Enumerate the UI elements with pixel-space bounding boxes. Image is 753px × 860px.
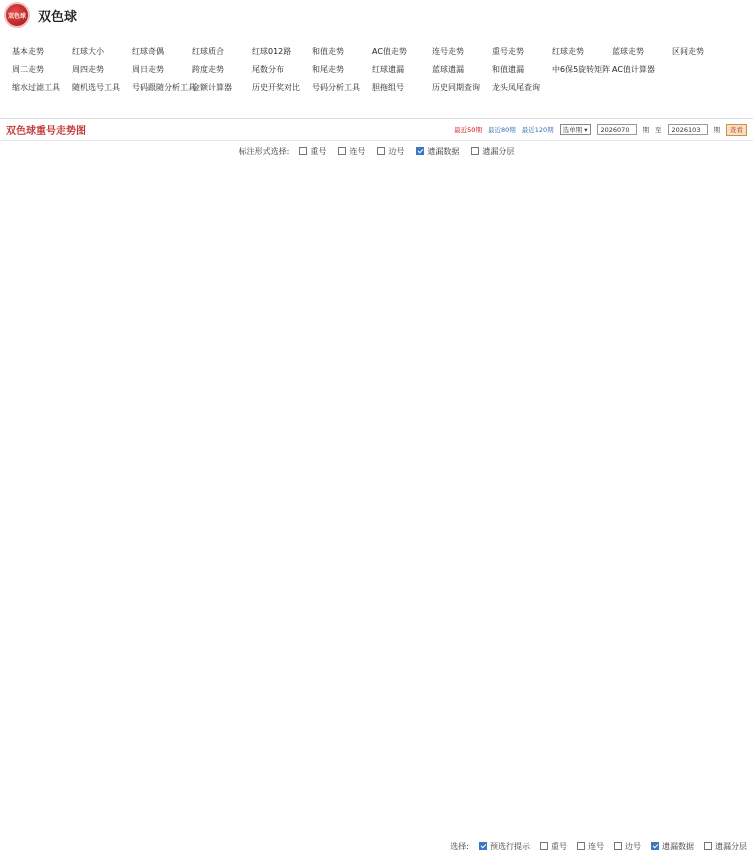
checkbox-icon[interactable] — [416, 147, 424, 155]
option-list — [299, 146, 514, 157]
option-item[interactable] — [479, 841, 530, 852]
nav-link[interactable]: 和尾走势 — [312, 64, 344, 74]
lottery-logo: 双色球 — [4, 2, 30, 28]
nav-link[interactable]: 区间走势 — [672, 46, 704, 56]
option-label: 预选行提示 — [490, 841, 530, 851]
nav-link[interactable]: AC值计算器 — [612, 64, 655, 74]
nav-link[interactable]: 红球走势 — [552, 46, 584, 56]
nav-link[interactable]: 蓝球走势 — [612, 46, 644, 56]
nav-link[interactable]: 周二走势 — [12, 64, 44, 74]
option-item[interactable] — [471, 146, 514, 157]
nav-row-1 — [0, 42, 753, 60]
option-item[interactable] — [299, 146, 326, 157]
nav-link[interactable]: AC值走势 — [372, 46, 407, 56]
option-label: 遗漏分层 — [715, 841, 747, 851]
nav-link[interactable]: 周日走势 — [132, 64, 164, 74]
panel-header — [0, 119, 753, 141]
nav-link[interactable]: 和值遗漏 — [492, 64, 524, 74]
checkbox-icon[interactable] — [471, 147, 479, 155]
nav-link[interactable]: 跨度走势 — [192, 64, 224, 74]
nav-link[interactable]: 红球012路 — [252, 46, 292, 56]
checkbox-icon[interactable] — [577, 842, 585, 850]
period-select[interactable]: 选单期 ▾ — [560, 124, 591, 135]
checkbox-icon[interactable] — [651, 842, 659, 850]
footer-options: 选择: 预选行提示 重号 连号 边号 遗漏数据 遗漏分层 — [450, 841, 747, 851]
option-label: 边号 — [388, 146, 405, 156]
checkbox-icon[interactable] — [377, 147, 385, 155]
nav-link[interactable]: 红球大小 — [72, 46, 104, 56]
top-bar — [0, 0, 753, 30]
checkbox-icon[interactable] — [614, 842, 622, 850]
nav-link[interactable]: 号码分析工具 — [312, 82, 360, 92]
period-controls: 最近50期 最近80期 最近120期 选单期 ▾ 2026070 期 至 2026103 期 查看 — [454, 124, 747, 136]
option-item[interactable] — [614, 841, 641, 852]
to-period-input[interactable]: 2026103 — [668, 124, 708, 135]
nav-link[interactable]: 号码跟随分析工具 — [132, 82, 196, 92]
from-period-input[interactable]: 2026070 — [597, 124, 637, 135]
checkbox-icon[interactable] — [540, 842, 548, 850]
option-item[interactable] — [338, 146, 365, 157]
recent-50-link[interactable]: 最近50期 — [454, 126, 482, 134]
option-label: 连号 — [588, 841, 604, 851]
panel-title: 双色球重号走势图 — [6, 126, 86, 137]
nav-link[interactable]: 龙头凤尾查询 — [492, 82, 540, 92]
nav-link[interactable]: 随机选号工具 — [72, 82, 120, 92]
nav-row-2 — [0, 60, 753, 78]
option-item[interactable] — [577, 841, 604, 852]
nav-link[interactable]: 连号走势 — [432, 46, 464, 56]
footer-option-list — [479, 841, 747, 852]
option-item[interactable] — [416, 146, 459, 157]
nav-link[interactable]: 历史开奖对比 — [252, 82, 300, 92]
recent-120-link[interactable]: 最近120期 — [521, 126, 554, 134]
option-item[interactable] — [540, 841, 567, 852]
option-label: 遗漏分层 — [482, 146, 515, 156]
option-label: 重号 — [551, 841, 567, 851]
nav-link[interactable]: 和值走势 — [312, 46, 344, 56]
nav-link[interactable]: 红球质合 — [192, 46, 224, 56]
nav-link[interactable]: 基本走势 — [12, 46, 44, 56]
checkbox-icon[interactable] — [479, 842, 487, 850]
nav-row-3 — [0, 78, 753, 96]
option-label: 连号 — [349, 146, 366, 156]
nav-links — [0, 42, 753, 104]
nav-link[interactable]: 缩水过滤工具 — [12, 82, 60, 92]
option-label: 重号 — [310, 146, 327, 156]
nav-link[interactable]: 周四走势 — [72, 64, 104, 74]
checkbox-icon[interactable] — [704, 842, 712, 850]
option-item[interactable] — [377, 146, 404, 157]
nav-link[interactable]: 历史同期查询 — [432, 82, 480, 92]
option-item[interactable] — [651, 841, 694, 852]
chevron-down-icon: ▾ — [584, 125, 588, 134]
chart-panel — [0, 118, 753, 161]
checkbox-icon[interactable] — [299, 147, 307, 155]
option-item[interactable] — [704, 841, 747, 852]
nav-link[interactable]: 红球奇偶 — [132, 46, 164, 56]
nav-link[interactable]: 红球遗漏 — [372, 64, 404, 74]
option-label: 遗漏数据 — [427, 146, 460, 156]
option-label: 边号 — [625, 841, 641, 851]
mark-options: 标注形式选择: 重号 连号 边号 遗漏数据 遗漏分层 — [238, 146, 515, 156]
nav-link[interactable]: 尾数分布 — [252, 64, 284, 74]
nav-link[interactable]: 重号走势 — [492, 46, 524, 56]
query-button[interactable]: 查看 — [726, 124, 747, 136]
nav-link[interactable]: 金额计算器 — [192, 82, 232, 92]
recent-80-link[interactable]: 最近80期 — [487, 126, 516, 134]
checkbox-icon[interactable] — [338, 147, 346, 155]
nav-link[interactable]: 胆拖组号 — [372, 82, 404, 92]
page-title: 双色球 — [38, 9, 78, 25]
option-label: 遗漏数据 — [662, 841, 694, 851]
nav-link[interactable]: 中6保5旋转矩阵 — [552, 64, 611, 74]
nav-link[interactable]: 蓝球遗漏 — [432, 64, 464, 74]
